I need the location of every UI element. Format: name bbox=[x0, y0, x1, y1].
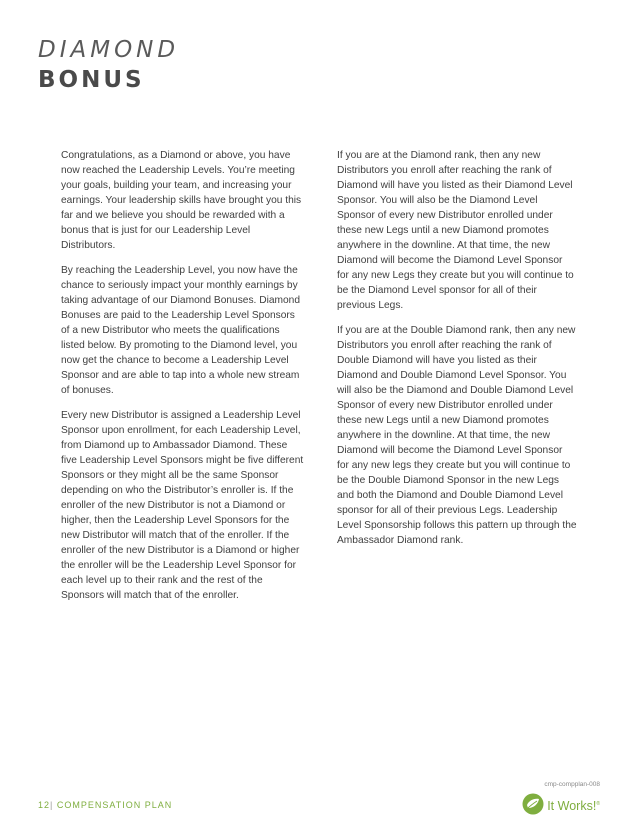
logo-works-text: Works! bbox=[557, 799, 597, 814]
it-works-leaf-logo-icon bbox=[522, 793, 544, 815]
page-number: 12 bbox=[38, 800, 51, 810]
right-column bbox=[337, 148, 577, 558]
paragraph-new-distributor: Every new Distributor is assigned a Leadership Level Sponsor upon enrollment, for each Leadership Level, from Diamond up to Ambassador Diamond. These five Leadership Level Sponsors might be five different Sponsors or they might all be the same Sponsor depending on who the Distributor’s enroller is. If the enroller of the new Distributor is not a Diamond or higher, then the Leadership Level Sponsors for the new Distributor will match that of the enroller. If the enroller of the new Distributor is a Diamond or higher the enroller will be the Leadership Level Sponsor for each level up to their rank and the rest of the Sponsors will match that of the enroller. bbox=[61, 410, 304, 601]
it-works-logo bbox=[522, 792, 600, 816]
paragraph-leadership-level: By reaching the Leadership Level, you now have the chance to seriously impact your monthly earnings by taking advantage of our Diamond Bonuses. Diamond Bonuses are paid to the Leadership Level Sponsors of a new Distributor who meets the qualifications listed below. By promoting to the Diamond level, you now get the chance to become a Leadership Level Sponsor and are able to tap into a whole new stream of bonuses. bbox=[61, 265, 300, 396]
paragraph-diamond-rank: If you are at the Diamond rank, then any new Distributors you enroll after reaching the rank of Diamond will have you listed as their Diamond Level Sponsor. You will also be the Diamond Level Sponsor of every new Distributor enrolled under these new Legs until a new Diamond promotes anywhere in the downline. At that time, the new Diamond will become the Diamond Level Sponsor for any new Legs they create but you will continue to be the Diamond Level sponsor for all of their previous Legs. bbox=[337, 150, 574, 311]
page-title-line-1: DIAMOND bbox=[38, 37, 180, 63]
logo-trademark: ® bbox=[596, 800, 600, 807]
paragraph-congratulations: Congratulations, as a Diamond or above, you have now reached the Leadership Levels. You’re meeting your goals, building your team, and increasing your earnings. Your leadership skills have brought you this far and we believe you should be rewarded with a bonus that is just for our Leadership Level Distributors. bbox=[61, 150, 302, 251]
logo-wordmark bbox=[547, 797, 600, 813]
page-title-line-2: BONUS bbox=[38, 67, 145, 93]
left-column bbox=[61, 148, 305, 613]
section-label: COMPENSATION PLAN bbox=[56, 800, 173, 810]
footer-separator: | bbox=[50, 800, 54, 810]
footer-section-label bbox=[38, 799, 172, 811]
document-code: cmp-compplan-008 bbox=[544, 781, 600, 788]
logo-it-text: It bbox=[547, 799, 555, 814]
paragraph-double-diamond-rank: If you are at the Double Diamond rank, then any new Distributors you enroll after reaching the rank of Double Diamond will have you listed as their Diamond and Double Diamond Level Sponsor. You will also be the Diamond and Double Diamond Level Sponsor of every new Distributor enrolled under these new Legs until a new Diamond promotes anywhere in the downline. At that time, the new Diamond will become the Diamond Level Sponsor for any new legs they create but you will continue to be the Double Diamond Sponsor in the new Legs and both the Diamond and Double Diamond Level sponsor for all of their previous Legs. Leadership Level Sponsorship follows this pattern up through the Ambassador Diamond rank. bbox=[337, 325, 577, 546]
